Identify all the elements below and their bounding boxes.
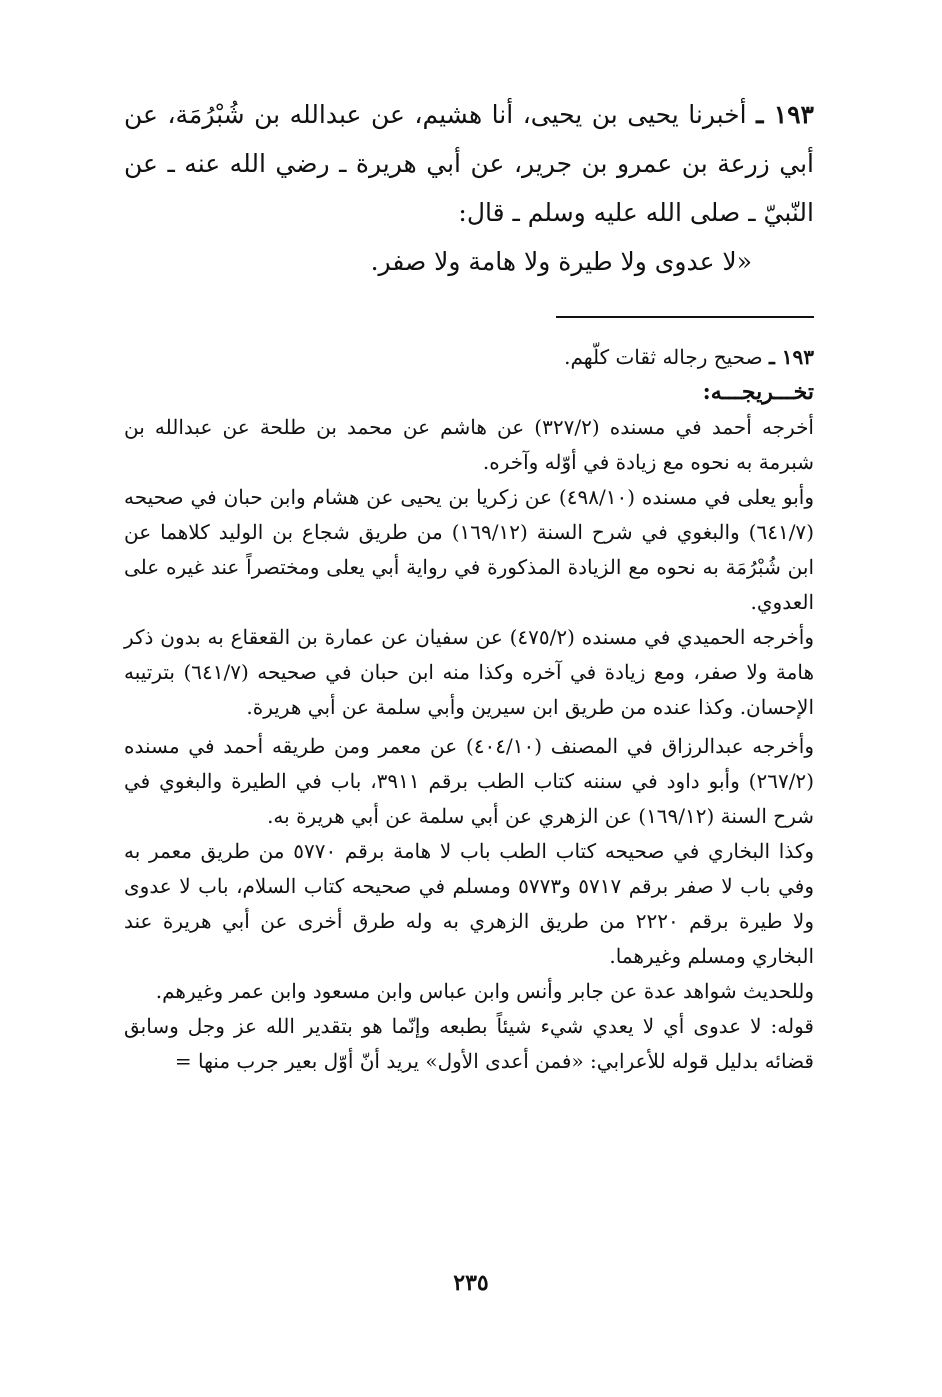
footnote-grading-line [124,340,814,375]
footnotes [124,340,814,1079]
hadith-paragraph [124,90,814,237]
footnote-paragraph: قوله: لا عدوى أي لا يعدي شيء شيئاً بطبعه وإنّما هو بتقدير الله عز وجل وسابق قضائه بدليل قوله للأعرابي: «فمن أعدى الأول» يريد أنّ أوّل بعير جرب منها = [124,1014,814,1073]
hadith-isnad: أخبرنا يحيى بن يحيى، أنا هشيم، عن عبدالله بن شُبْرُمَة، عن أبي زرعة بن عمرو بن جرير، عن أبي هريرة ـ رضي الله عنه ـ عن النّبيّ ـ صلى الله عليه وسلم ـ قال: [124,100,814,227]
footnote-separator [556,316,814,318]
page-number: ٢٣٥ [453,1270,489,1296]
footnote-paragraph: وأبو يعلى في مسنده (٤٩٨/١٠) عن زكريا بن يحيى عن هشام وابن حبان في صحيحه (٦٤١/٧) والبغوي في شرح السنة (١٦٩/١٢) من طريق شجاع بن الوليد كلاهما عن ابن شُبْرُمَة به نحوه مع الزيادة المذكورة في رواية أبي يعلى ومختصراً عند غيره على العدوي. [124,485,814,614]
footnote-paragraph: أخرجه أحمد في مسنده (٣٢٧/٢) عن هاشم عن محمد بن طلحة عن عبدالله بن شبرمة به نحوه مع زيادة في أوّله وآخره. [124,415,814,474]
footnote-paragraph: وكذا البخاري في صحيحه كتاب الطب باب لا هامة برقم ٥٧٧٠ من طريق معمر به وفي باب لا صفر برقم ٥٧١٧ و٥٧٧٣ ومسلم في صحيحه كتاب السلام، باب لا عدوى ولا طيرة برقم ٢٢٢٠ من طريق الزهري به وله طرق أخرى عن أبي هريرة عند البخاري ومسلم وغيرهما. [124,839,815,968]
footnote-paragraph: وأخرجه عبدالرزاق في المصنف (٤٠٤/١٠) عن معمر ومن طريقه أحمد في مسنده (٢٦٧/٢) وأبو داود في سننه كتاب الطب برقم ٣٩١١، باب في الطيرة والبغوي في شرح السنة (١٦٩/١٢) عن الزهري عن أبي سلمة عن أبي هريرة به. [124,734,815,828]
footnote-paragraph: وللحديث شواهد عدة عن جابر وأنس وابن عباس وابن مسعود وابن عمر وغيرهم. [155,979,814,1003]
takhrij-heading: تخـــريجـــه: [702,379,814,405]
hadith-number: ١٩٣ ـ [756,100,814,129]
footnote-grading: صحيح رجاله ثقات كلّهم. [564,345,763,369]
hadith-quote: «لا عدوى ولا طيرة ولا هامة ولا صفر. [370,247,752,276]
footnote-number: ١٩٣ ـ [768,345,814,369]
hadith-text [124,90,814,286]
footnote-paragraph: وأخرجه الحميدي في مسنده (٤٧٥/٢) عن سفيان عن عمارة بن القعقاع به بدون ذكر هامة ولا صفر، ومع زيادة في آخره وكذا منه ابن حبان في صحيحه (٦٤١/٧) بترتيبه الإحسان. وكذا عنده من طريق ابن سيرين وأبي سلمة عن أبي هريرة. [124,625,814,719]
